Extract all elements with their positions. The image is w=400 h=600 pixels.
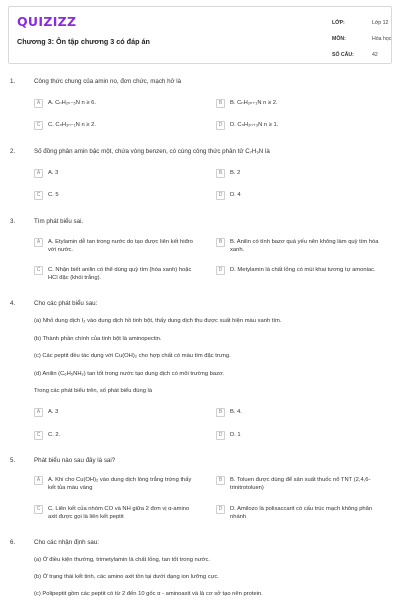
- question-text: Phát biểu nào sau đây là sai?: [34, 457, 116, 464]
- option-text: D. 4: [230, 192, 241, 198]
- question-number: 5.: [10, 457, 16, 464]
- option-text: B. Toluen được dùng để sản xuất thuốc nổ TNT (2,4,6-trinitrotoluen): [230, 477, 371, 491]
- question-text: Tìm phát biểu sai.: [34, 218, 84, 225]
- question-number: 6.: [10, 539, 16, 546]
- question-number: 4.: [10, 300, 16, 307]
- statement-d: (d) Anilin (C₆H₅NH₂) tan tốt trong nước tạo dung dịch có môi trường bazơ.: [34, 371, 225, 377]
- option-letter-box: B: [216, 99, 225, 108]
- option-letter-box: C: [34, 191, 43, 200]
- statement-c: (c) Polipeptit gồm các peptit có từ 2 đến 10 gốc α - aminoaxit và là cơ sở tạo nên protein.: [34, 591, 263, 597]
- meta-count-value: 42: [372, 52, 378, 58]
- option-letter-box: C: [34, 121, 43, 130]
- option-text: B. 4.: [230, 409, 242, 415]
- question-text: Cho các nhận định sau:: [34, 539, 100, 546]
- option-letter-box: D: [216, 505, 225, 514]
- question-number: 3.: [10, 218, 16, 225]
- option-letter-box: B: [216, 408, 225, 417]
- option-text: C. 2.: [48, 432, 61, 438]
- option-text: A. 3: [48, 409, 59, 415]
- option-letter-box: D: [216, 266, 225, 275]
- option-letter-box: B: [216, 169, 225, 178]
- option-text: B. CₙH₂ₙ₊₁N n ≥ 2.: [230, 100, 278, 106]
- question-text: Cho các phát biểu sau:: [34, 300, 98, 307]
- option-letter-box: A: [34, 408, 43, 417]
- option-text: C. Nhận biết anilin có thể dùng quỳ tím (hóa xanh) hoặc HCl đặc (khói trắng).: [48, 267, 192, 281]
- option-text: D. Amilozo là polisaccarit có cấu trúc mạch không phân nhánh: [230, 506, 373, 520]
- question-text: Số đồng phân amin bậc một, chứa vòng benzen, có cùng công thức phân tử C₇H₉N là: [34, 148, 270, 155]
- meta-class-value: Lớp 12: [372, 20, 389, 26]
- option-letter-box: C: [34, 505, 43, 514]
- option-text: A. Khi cho Cu(OH)₂ vào dung dịch lòng trắng trứng thấy kết tủa màu vàng: [48, 477, 192, 491]
- option-text: B. Anilin có tính bazơ quá yếu nên không làm quỳ tím hóa xanh.: [230, 239, 379, 253]
- option-text: C. CₙH₂ₙ₋₁N n ≥ 2.: [48, 122, 96, 128]
- statement-a: (a) Nhỏ dung dịch I₂ vào dung dịch hồ tinh bột, thấy dung dịch thu được xuất hiện màu xanh tím.: [34, 318, 282, 324]
- option-letter-box: C: [34, 431, 43, 440]
- meta-subject-label: MÔN:: [332, 36, 346, 42]
- option-letter-box: A: [34, 238, 43, 247]
- option-text: A. 3: [48, 170, 59, 176]
- option-letter-box: D: [216, 191, 225, 200]
- meta-count-label: SỐ CÂU:: [332, 52, 354, 58]
- option-text: C. 5: [48, 192, 59, 198]
- option-letter-box: A: [34, 99, 43, 108]
- option-text: A. Etylamin dễ tan trong nước do tạo được liên kết hiđro với nước.: [48, 239, 193, 253]
- statement-b: (b) Thành phần chính của tinh bột là aminopectin.: [34, 336, 162, 342]
- option-text: D. 1: [230, 432, 241, 438]
- option-letter-box: B: [216, 238, 225, 247]
- meta-subject-value: Hóa học: [372, 36, 392, 42]
- option-letter-box: A: [34, 169, 43, 178]
- statement-b: (b) Ở trạng thái kết tinh, các amino axit tồn tại dưới dạng ion lưỡng cực.: [34, 574, 220, 580]
- statement-prompt: Trong các phát biểu trên, số phát biểu đúng là: [34, 388, 153, 394]
- question-number: 2.: [10, 148, 16, 155]
- option-text: A. CₙH₂ₙ₋₅N n ≥ 6.: [48, 100, 96, 106]
- page-title: Chương 3: Ôn tập chương 3 có đáp án: [17, 37, 150, 46]
- option-letter-box: A: [34, 476, 43, 485]
- option-letter-box: B: [216, 476, 225, 485]
- option-letter-box: C: [34, 266, 43, 275]
- statement-c: (c) Các peptit đều tác dụng với Cu(OH)₂ cho hợp chất có màu tím đặc trưng.: [34, 353, 231, 359]
- option-text: D. Metylamin là chất lỏng có mùi khai tương tự amoniac.: [230, 267, 376, 273]
- statement-a: (a) Ở điều kiện thường, trimetylamin là chất lỏng, tan tốt trong nước.: [34, 557, 210, 563]
- option-letter-box: D: [216, 121, 225, 130]
- quizizz-logo: QUIZIZZ: [17, 14, 77, 29]
- option-letter-box: D: [216, 431, 225, 440]
- question-number: 1.: [10, 78, 16, 85]
- meta-class-label: LỚP:: [332, 20, 345, 26]
- option-text: B. 2: [230, 170, 241, 176]
- option-text: D. CₙH₂ₙ₊₃N n ≥ 1.: [230, 122, 279, 128]
- question-text: Công thức chung của amin no, đơn chức, mạch hở là: [34, 78, 182, 85]
- option-text: C. Liên kết của nhóm CO và NH giữa 2 đơn vị α-amino axit được gọi là liên kết peptit: [48, 506, 190, 520]
- worksheet-header: [8, 6, 392, 64]
